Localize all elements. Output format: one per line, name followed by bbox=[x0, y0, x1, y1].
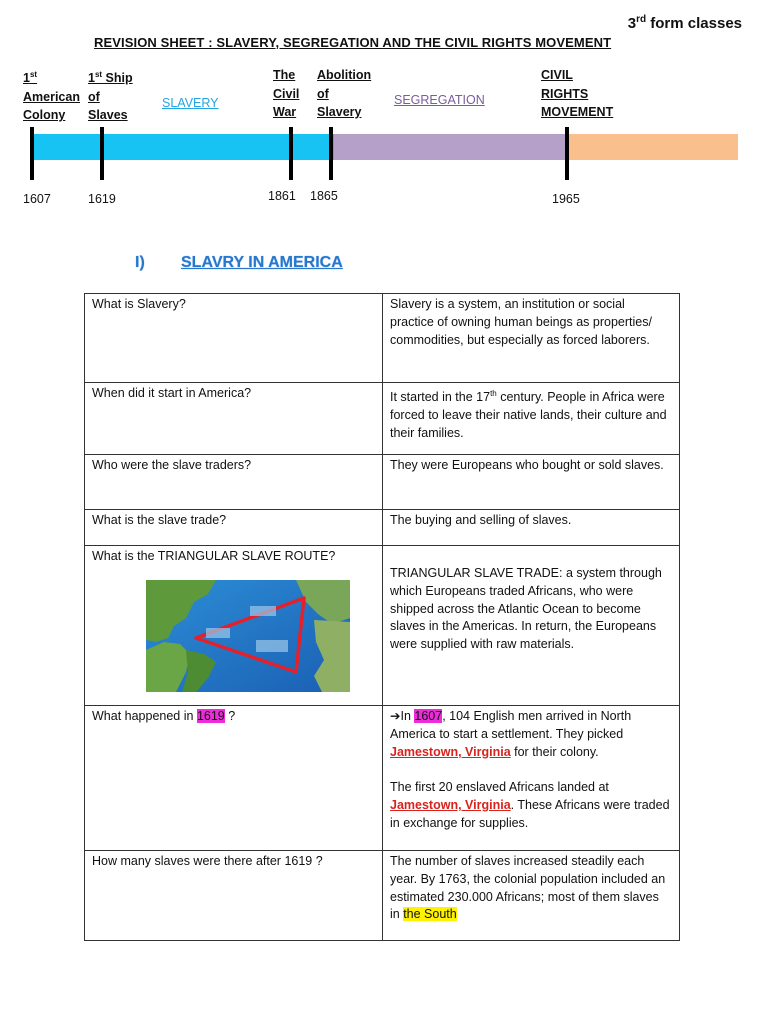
timeline-tick bbox=[100, 127, 104, 180]
event-line: 1st bbox=[23, 70, 38, 86]
highlighted-year: 1607 bbox=[414, 709, 443, 723]
section-number: I) bbox=[135, 254, 145, 271]
question-cell: When did it start in America? bbox=[85, 383, 383, 455]
year-label: 1607 bbox=[23, 192, 51, 206]
table-row bbox=[85, 455, 680, 510]
answer-cell: TRIANGULAR SLAVE TRADE: a system through which Europeans traded Africans, who were shipped across the Atlantic Ocean to become slaves in the Americas. In return, the Europeans were supplied with raw materials. bbox=[383, 546, 680, 706]
timeline-civil-rights-bar bbox=[568, 134, 738, 160]
question-cell bbox=[85, 546, 383, 706]
table-row bbox=[85, 706, 680, 851]
section-heading bbox=[135, 254, 343, 272]
answer-cell: The number of slaves increased steadily each year. By 1763, the colonial population included an estimated 230.000 Africans; most of them slaves in the South bbox=[383, 851, 680, 941]
timeline-tick bbox=[30, 127, 34, 180]
table-row bbox=[85, 294, 680, 383]
event-civil-rights bbox=[541, 66, 613, 122]
era-segregation-label: SEGREGATION bbox=[394, 93, 485, 107]
event-line: Civil bbox=[273, 86, 300, 101]
year-label: 1619 bbox=[88, 192, 116, 206]
answer-cell: It started in the 17th century. People in Africa were forced to leave their native lands, their culture and their families. bbox=[383, 383, 680, 455]
question-text: What is the TRIANGULAR SLAVE ROUTE? bbox=[92, 549, 336, 563]
answer-cell: Slavery is a system, an institution or social practice of owning human beings as properties/ commodities, but especially as forced laborers. bbox=[383, 294, 680, 383]
event-first-colony bbox=[23, 66, 81, 125]
table-row bbox=[85, 851, 680, 941]
event-line: CIVIL bbox=[541, 68, 573, 82]
triangular-trade-map-icon bbox=[146, 580, 350, 692]
answer-cell: They were Europeans who bought or sold slaves. bbox=[383, 455, 680, 510]
answer-paragraph: ➔In 1607, 104 English men arrived in North America to start a settlement. They picked Jamestown, Virginia for their colony. bbox=[390, 709, 632, 759]
qa-table bbox=[84, 293, 680, 941]
event-line: MOVEMENT bbox=[541, 105, 614, 119]
event-first-ship bbox=[88, 66, 133, 125]
era-slavery-label: SLAVERY bbox=[162, 96, 219, 110]
sheet-title: REVISION SHEET : SLAVERY, SEGREGATION AND THE CIVIL RIGHTS MOVEMENT bbox=[94, 35, 612, 50]
event-line: Abolition bbox=[317, 68, 372, 82]
event-line: Slavery bbox=[317, 105, 362, 119]
highlighted-year: 1619 bbox=[196, 709, 225, 723]
place-name: Jamestown, Virginia bbox=[390, 798, 511, 813]
question-cell: What happened in 1619 ? bbox=[85, 706, 383, 851]
event-line: RIGHTS bbox=[541, 86, 589, 101]
question-cell: What is the slave trade? bbox=[85, 510, 383, 546]
year-label: 1865 bbox=[310, 189, 338, 203]
event-line: The bbox=[273, 68, 296, 82]
answer-cell: The buying and selling of slaves. bbox=[383, 510, 680, 546]
event-line: Slaves bbox=[88, 108, 128, 123]
question-cell: What is Slavery? bbox=[85, 294, 383, 383]
place-name: Jamestown, Virginia bbox=[390, 744, 511, 759]
timeline-tick bbox=[329, 127, 333, 180]
timeline-tick bbox=[565, 127, 569, 180]
arrow-icon: ➔ bbox=[390, 709, 401, 723]
year-label: 1861 bbox=[268, 189, 296, 203]
event-line: of bbox=[317, 86, 329, 101]
table-row bbox=[85, 383, 680, 455]
event-line: of bbox=[88, 89, 100, 104]
table-row bbox=[85, 546, 680, 706]
event-line: War bbox=[273, 105, 297, 119]
section-title: SLAVRY IN AMERICA bbox=[181, 254, 343, 271]
event-civil-war bbox=[273, 66, 299, 122]
year-label: 1965 bbox=[552, 192, 580, 206]
event-abolition bbox=[317, 66, 371, 122]
question-cell: How many slaves were there after 1619 ? bbox=[85, 851, 383, 941]
answer-paragraph: The first 20 enslaved Africans landed at Jamestown, Virginia. These Africans were traded in exchange for supplies. bbox=[390, 780, 670, 830]
timeline-tick bbox=[289, 127, 293, 180]
highlighted-phrase: the South bbox=[403, 907, 457, 922]
event-line: Colony bbox=[23, 108, 66, 123]
table-row bbox=[85, 510, 680, 546]
event-line: 1st Ship bbox=[88, 70, 133, 86]
question-cell: Who were the slave traders? bbox=[85, 455, 383, 510]
answer-cell bbox=[383, 706, 680, 851]
event-line: American bbox=[23, 89, 80, 104]
timeline-segregation-bar bbox=[334, 134, 568, 160]
form-classes-label: 3rd form classes bbox=[627, 14, 742, 32]
